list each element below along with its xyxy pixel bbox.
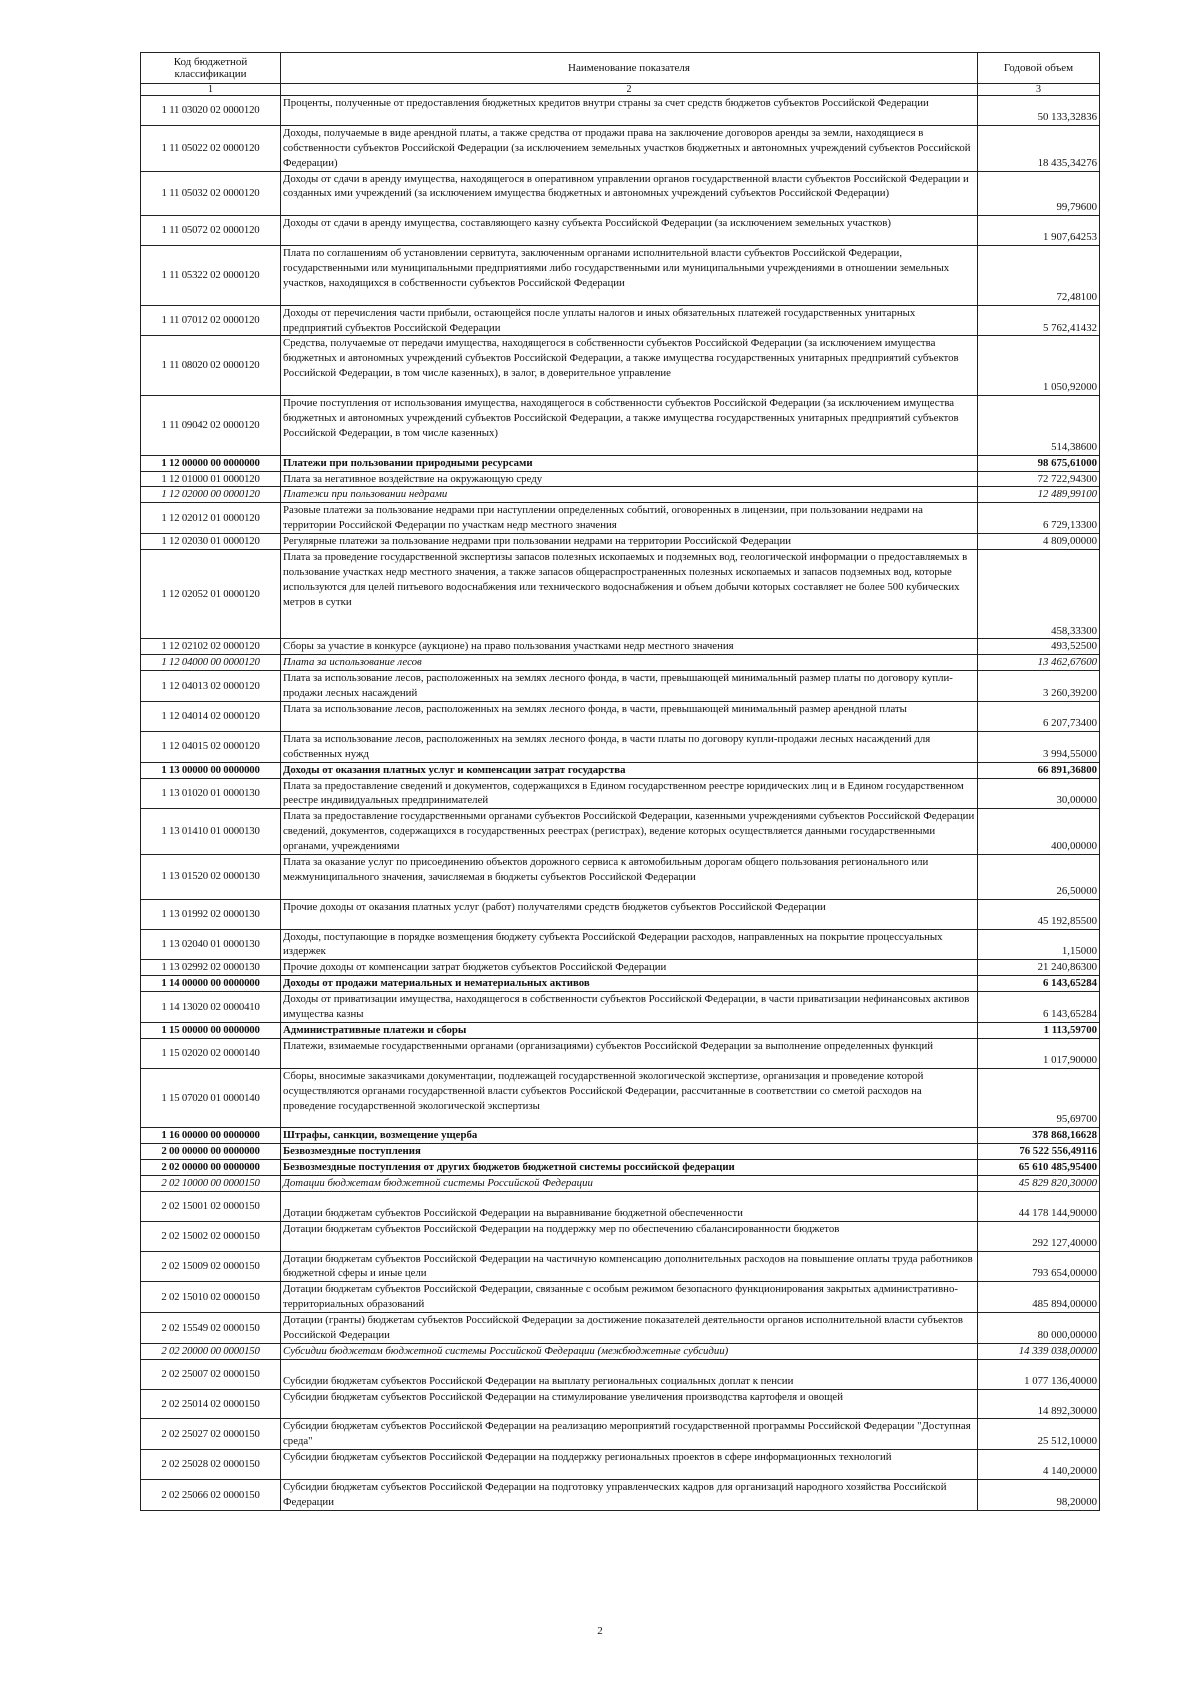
row-code: 2 02 25007 02 0000150 xyxy=(141,1359,281,1389)
row-amount: 378 868,16628 xyxy=(978,1128,1100,1144)
row-code: 2 02 25027 02 0000150 xyxy=(141,1419,281,1450)
row-amount: 98,20000 xyxy=(978,1480,1100,1511)
row-name: Доходы, получаемые в виде арендной платы, а также средства от продажи права на заключение договоров аренды за земли, находящиеся в собственности субъектов Российской Федерации (за исключением земельных участков бюджетных и автономных учреждений субъектов Российской Федерации) xyxy=(281,125,978,171)
row-amount: 66 891,36800 xyxy=(978,762,1100,778)
row-name: Плата за негативное воздействие на окружающую среду xyxy=(281,471,978,487)
row-amount: 76 522 556,49116 xyxy=(978,1144,1100,1160)
row-name: Административные платежи и сборы xyxy=(281,1023,978,1039)
row-name: Субсидии бюджетам субъектов Российской Федерации на поддержку региональных проектов в сфере информационных технологий xyxy=(281,1450,978,1480)
row-name: Дотации бюджетам субъектов Российской Федерации на частичную компенсацию дополнительных расходов на повышение оплаты труда работников бюджетной сферы и иные цели xyxy=(281,1251,978,1282)
table-row xyxy=(141,1389,1100,1419)
row-amount: 1 077 136,40000 xyxy=(978,1359,1100,1389)
row-name: Плата за использование лесов, расположенных на землях лесного фонда, в части, превышающей минимальный размер платы по договору купли-продажи лесных насаждений xyxy=(281,671,978,702)
row-amount: 793 654,00000 xyxy=(978,1251,1100,1282)
row-amount: 5 762,41432 xyxy=(978,305,1100,336)
row-name: Проценты, полученные от предоставления бюджетных кредитов внутри страны за счет средств бюджетов субъектов Российской Федерации xyxy=(281,96,978,126)
row-code: 1 11 03020 02 0000120 xyxy=(141,96,281,126)
row-name: Платежи при пользовании природными ресурсами xyxy=(281,455,978,471)
row-code: 1 13 01410 01 0000130 xyxy=(141,809,281,855)
row-amount: 30,00000 xyxy=(978,778,1100,809)
row-code: 1 11 08020 02 0000120 xyxy=(141,336,281,396)
table-row xyxy=(141,778,1100,809)
row-name: Плата за использование лесов, расположенных на землях лесного фонда, в части, превышающей минимальный размер арендной платы xyxy=(281,702,978,732)
row-code: 2 02 15009 02 0000150 xyxy=(141,1251,281,1282)
row-name: Дотации бюджетам субъектов Российской Федерации, связанные с особым режимом безопасного функционирования закрытых административно-территориальных образований xyxy=(281,1282,978,1313)
header-num-3: 3 xyxy=(978,84,1100,96)
table-row xyxy=(141,855,1100,900)
row-amount: 6 143,65284 xyxy=(978,976,1100,992)
row-code: 1 13 02040 01 0000130 xyxy=(141,929,281,960)
row-code: 1 12 01000 01 0000120 xyxy=(141,471,281,487)
row-name: Дотации (гранты) бюджетам субъектов Российской Федерации за достижение показателей деятельности органов исполнительной власти субъектов Российской Федерации xyxy=(281,1313,978,1344)
row-code: 1 15 07020 01 0000140 xyxy=(141,1068,281,1128)
table-row xyxy=(141,550,1100,639)
row-amount: 72 722,94300 xyxy=(978,471,1100,487)
table-row xyxy=(141,1176,1100,1192)
row-code: 1 12 00000 00 0000000 xyxy=(141,455,281,471)
row-name: Разовые платежи за пользование недрами при наступлении определенных событий, оговоренных в лицензии, при пользовании недрами на территории Российской Федерации по участкам недр местного значения xyxy=(281,503,978,534)
row-name: Доходы от приватизации имущества, находящегося в собственности субъектов Российской Федерации, в части приватизации нефинансовых активов имущества казны xyxy=(281,992,978,1023)
row-amount: 4 809,00000 xyxy=(978,534,1100,550)
row-amount: 493,52500 xyxy=(978,639,1100,655)
row-amount: 400,00000 xyxy=(978,809,1100,855)
row-amount: 6 207,73400 xyxy=(978,702,1100,732)
row-amount: 485 894,00000 xyxy=(978,1282,1100,1313)
row-name: Плата за использование лесов, расположенных на землях лесного фонда, в части платы по договору купли-продажи лесных насаждений для собственных нужд xyxy=(281,731,978,762)
table-row xyxy=(141,976,1100,992)
table-row xyxy=(141,1343,1100,1359)
row-code: 1 12 02012 01 0000120 xyxy=(141,503,281,534)
row-name: Доходы, поступающие в порядке возмещения бюджету субъекта Российской Федерации расходов, направленных на покрытие процессуальных издержек xyxy=(281,929,978,960)
row-name: Доходы от сдачи в аренду имущества, находящегося в оперативном управлении органов государственной власти субъектов Российской Федерации и созданных ими учреждений (за исключением имущества бюджетных и автономных учреждений субъектов Российской Федерации) xyxy=(281,171,978,216)
row-amount: 4 140,20000 xyxy=(978,1450,1100,1480)
row-name: Регулярные платежи за пользование недрами при пользовании недрами на территории Российской Федерации xyxy=(281,534,978,550)
row-code: 1 13 01992 02 0000130 xyxy=(141,899,281,929)
budget-table-page xyxy=(140,52,1099,1511)
table-row xyxy=(141,809,1100,855)
table-row xyxy=(141,171,1100,216)
page-number: 2 xyxy=(597,1625,603,1637)
row-amount: 72,48100 xyxy=(978,246,1100,306)
row-code: 2 02 00000 00 0000000 xyxy=(141,1160,281,1176)
row-code: 1 12 04013 02 0000120 xyxy=(141,671,281,702)
row-amount: 1 907,64253 xyxy=(978,216,1100,246)
row-code: 1 11 05022 02 0000120 xyxy=(141,125,281,171)
table-row xyxy=(141,1144,1100,1160)
row-amount: 1,15000 xyxy=(978,929,1100,960)
row-name: Плата за проведение государственной экспертизы запасов полезных ископаемых и подземных вод, геологической информации о предоставляемых в пользование участках недр местного значения, а также запасов общераспространенных полезных ископаемых и запасов подземных вод, которые используются для целей питьевого водоснабжения или технического водоснабжения и объем добычи которых составляет не более 500 кубических метров в сутки xyxy=(281,550,978,639)
row-code: 2 02 15010 02 0000150 xyxy=(141,1282,281,1313)
row-amount: 98 675,61000 xyxy=(978,455,1100,471)
row-name: Субсидии бюджетам субъектов Российской Федерации на стимулирование увеличения производства картофеля и овощей xyxy=(281,1389,978,1419)
row-name: Плата за предоставление сведений и документов, содержащихся в Едином государственном реестре юридических лиц и в Едином государственном реестре индивидуальных предпринимателей xyxy=(281,778,978,809)
header-num-2: 2 xyxy=(281,84,978,96)
row-code: 1 16 00000 00 0000000 xyxy=(141,1128,281,1144)
row-amount: 18 435,34276 xyxy=(978,125,1100,171)
table-row xyxy=(141,1251,1100,1282)
table-row xyxy=(141,1128,1100,1144)
row-name: Доходы от сдачи в аренду имущества, составляющего казну субъекта Российской Федерации (за исключением земельных участков) xyxy=(281,216,978,246)
row-amount: 6 729,13300 xyxy=(978,503,1100,534)
row-amount: 21 240,86300 xyxy=(978,960,1100,976)
table-row xyxy=(141,702,1100,732)
row-code: 1 14 13020 02 0000410 xyxy=(141,992,281,1023)
row-code: 2 02 25066 02 0000150 xyxy=(141,1480,281,1511)
row-amount: 65 610 485,95400 xyxy=(978,1160,1100,1176)
table-row xyxy=(141,762,1100,778)
row-code: 1 13 01020 01 0000130 xyxy=(141,778,281,809)
row-amount: 50 133,32836 xyxy=(978,96,1100,126)
row-code: 2 02 20000 00 0000150 xyxy=(141,1343,281,1359)
table-row xyxy=(141,1038,1100,1068)
row-code: 1 15 02020 02 0000140 xyxy=(141,1038,281,1068)
row-name: Плата за оказание услуг по присоединению объектов дорожного сервиса к автомобильным дорогам общего пользования регионального или межмуниципального значения, зачисляемая в бюджеты субъектов Российской Федерации xyxy=(281,855,978,900)
row-name: Доходы от оказания платных услуг и компенсации затрат государства xyxy=(281,762,978,778)
row-code: 1 11 05322 02 0000120 xyxy=(141,246,281,306)
table-row xyxy=(141,487,1100,503)
row-amount: 13 462,67600 xyxy=(978,655,1100,671)
row-name: Сборы за участие в конкурсе (аукционе) на право пользования участками недр местного значения xyxy=(281,639,978,655)
row-name: Субсидии бюджетам субъектов Российской Федерации на выплату региональных социальных доплат к пенсии xyxy=(281,1359,978,1389)
table-row xyxy=(141,1450,1100,1480)
row-code: 1 12 04014 02 0000120 xyxy=(141,702,281,732)
row-name: Средства, получаемые от передачи имущества, находящегося в собственности субъектов Российской Федерации (за исключением имущества бюджетных и автономных учреждений субъектов Российской Федерации, а также имущества государственных унитарных предприятий субъектов Российской Федерации, в том числе казенных), в залог, в доверительное управление xyxy=(281,336,978,396)
row-name: Штрафы, санкции, возмещение ущерба xyxy=(281,1128,978,1144)
row-name: Платежи при пользовании недрами xyxy=(281,487,978,503)
table-row xyxy=(141,396,1100,456)
row-name: Безвозмездные поступления от других бюджетов бюджетной системы российской федерации xyxy=(281,1160,978,1176)
table-row xyxy=(141,1359,1100,1389)
table-row xyxy=(141,671,1100,702)
row-amount: 14 892,30000 xyxy=(978,1389,1100,1419)
row-name: Сборы, вносимые заказчиками документации, подлежащей государственной экологической экспертизе, организация и проведение которой осуществляются органами государственной власти субъектов Российской Федерации, рассчитанные в соответствии со сметой расходов на проведение государственной экологической экспертизы xyxy=(281,1068,978,1128)
row-amount: 44 178 144,90000 xyxy=(978,1191,1100,1221)
row-amount: 14 339 038,00000 xyxy=(978,1343,1100,1359)
table-row xyxy=(141,1313,1100,1344)
row-code: 1 13 02992 02 0000130 xyxy=(141,960,281,976)
table-row xyxy=(141,899,1100,929)
table-row xyxy=(141,1419,1100,1450)
table-row xyxy=(141,471,1100,487)
budget-table xyxy=(140,52,1100,1511)
row-code: 2 02 10000 00 0000150 xyxy=(141,1176,281,1192)
table-row xyxy=(141,455,1100,471)
table-header xyxy=(141,53,1100,96)
row-code: 1 12 02052 01 0000120 xyxy=(141,550,281,639)
row-amount: 514,38600 xyxy=(978,396,1100,456)
row-name: Безвозмездные поступления xyxy=(281,1144,978,1160)
row-code: 2 02 25028 02 0000150 xyxy=(141,1450,281,1480)
row-amount: 292 127,40000 xyxy=(978,1221,1100,1251)
row-code: 2 02 15002 02 0000150 xyxy=(141,1221,281,1251)
table-row xyxy=(141,929,1100,960)
row-code: 1 12 04000 00 0000120 xyxy=(141,655,281,671)
row-code: 2 02 15549 02 0000150 xyxy=(141,1313,281,1344)
table-row xyxy=(141,1068,1100,1128)
row-code: 1 12 02000 00 0000120 xyxy=(141,487,281,503)
table-row xyxy=(141,1282,1100,1313)
row-name: Платежи, взимаемые государственными органами (организациями) субъектов Российской Федерации за выполнение определенных функций xyxy=(281,1038,978,1068)
row-code: 1 12 02030 01 0000120 xyxy=(141,534,281,550)
row-amount: 1 113,59700 xyxy=(978,1023,1100,1039)
table-row xyxy=(141,1023,1100,1039)
table-row xyxy=(141,305,1100,336)
row-amount: 45 192,85500 xyxy=(978,899,1100,929)
row-code: 2 02 15001 02 0000150 xyxy=(141,1191,281,1221)
table-row xyxy=(141,125,1100,171)
row-code: 1 11 07012 02 0000120 xyxy=(141,305,281,336)
row-name: Дотации бюджетам субъектов Российской Федерации на поддержку мер по обеспечению сбалансированности бюджетов xyxy=(281,1221,978,1251)
row-name: Прочие поступления от использования имущества, находящегося в собственности субъектов Российской Федерации (за исключением имущества бюджетных и автономных учреждений субъектов Российской Федерации, а также имущества государственных унитарных предприятий субъектов Российской Федерации, в том числе казенных) xyxy=(281,396,978,456)
row-code: 1 12 04015 02 0000120 xyxy=(141,731,281,762)
row-amount: 3 260,39200 xyxy=(978,671,1100,702)
table-row xyxy=(141,96,1100,126)
row-name: Прочие доходы от компенсации затрат бюджетов субъектов Российской Федерации xyxy=(281,960,978,976)
table-row xyxy=(141,655,1100,671)
row-code: 1 14 00000 00 0000000 xyxy=(141,976,281,992)
row-amount: 99,79600 xyxy=(978,171,1100,216)
row-code: 2 02 25014 02 0000150 xyxy=(141,1389,281,1419)
row-amount: 6 143,65284 xyxy=(978,992,1100,1023)
row-code: 1 11 05072 02 0000120 xyxy=(141,216,281,246)
row-amount: 26,50000 xyxy=(978,855,1100,900)
table-row xyxy=(141,336,1100,396)
table-row xyxy=(141,534,1100,550)
table-row xyxy=(141,503,1100,534)
row-amount: 25 512,10000 xyxy=(978,1419,1100,1450)
table-row xyxy=(141,992,1100,1023)
row-amount: 458,33300 xyxy=(978,550,1100,639)
row-amount: 45 829 820,30000 xyxy=(978,1176,1100,1192)
row-code: 1 12 02102 02 0000120 xyxy=(141,639,281,655)
table-row xyxy=(141,639,1100,655)
table-row xyxy=(141,731,1100,762)
row-amount: 95,69700 xyxy=(978,1068,1100,1128)
row-name: Плата за использование лесов xyxy=(281,655,978,671)
header-code: Код бюджетной классификации xyxy=(141,53,281,84)
row-code: 1 13 00000 00 0000000 xyxy=(141,762,281,778)
row-amount: 3 994,55000 xyxy=(978,731,1100,762)
table-row xyxy=(141,246,1100,306)
table-body xyxy=(141,96,1100,1511)
table-row xyxy=(141,1480,1100,1511)
table-row xyxy=(141,1191,1100,1221)
header-amount: Годовой объем xyxy=(978,53,1100,84)
row-name: Субсидии бюджетам бюджетной системы Российской Федерации (межбюджетные субсидии) xyxy=(281,1343,978,1359)
row-name: Доходы от продажи материальных и нематериальных активов xyxy=(281,976,978,992)
row-amount: 80 000,00000 xyxy=(978,1313,1100,1344)
table-row xyxy=(141,960,1100,976)
row-amount: 12 489,99100 xyxy=(978,487,1100,503)
row-name: Доходы от перечисления части прибыли, остающейся после уплаты налогов и иных обязательных платежей государственных унитарных предприятий субъектов Российской Федерации xyxy=(281,305,978,336)
row-name: Субсидии бюджетам субъектов Российской Федерации на подготовку управленческих кадров для организаций народного хозяйства Российской Федерации xyxy=(281,1480,978,1511)
row-name: Плата по соглашениям об установлении сервитута, заключенным органами исполнительной власти субъектов Российской Федерации, государственными или муниципальными предприятиями либо государственными или муниципальными учреждениями в отношении земельных участков, находящихся в собственности субъектов Российской Федерации xyxy=(281,246,978,306)
row-name: Субсидии бюджетам субъектов Российской Федерации на реализацию мероприятий государственной программы Российской Федерации "Доступная среда" xyxy=(281,1419,978,1450)
table-row xyxy=(141,1160,1100,1176)
table-row xyxy=(141,216,1100,246)
row-name: Плата за предоставление государственными органами субъектов Российской Федерации, казенными учреждениями субъектов Российской Федерации сведений, документов, содержащихся в государственных реестрах (регистрах), ведение которых осуществляется данными государственными органами, учреждениями xyxy=(281,809,978,855)
header-name: Наименование показателя xyxy=(281,53,978,84)
row-amount: 1 017,90000 xyxy=(978,1038,1100,1068)
header-num-1: 1 xyxy=(141,84,281,96)
row-code: 1 11 05032 02 0000120 xyxy=(141,171,281,216)
row-code: 1 13 01520 02 0000130 xyxy=(141,855,281,900)
table-row xyxy=(141,1221,1100,1251)
row-code: 1 11 09042 02 0000120 xyxy=(141,396,281,456)
row-name: Дотации бюджетам субъектов Российской Федерации на выравнивание бюджетной обеспеченности xyxy=(281,1191,978,1221)
row-code: 2 00 00000 00 0000000 xyxy=(141,1144,281,1160)
row-amount: 1 050,92000 xyxy=(978,336,1100,396)
row-name: Прочие доходы от оказания платных услуг (работ) получателями средств бюджетов субъектов Российской Федерации xyxy=(281,899,978,929)
row-code: 1 15 00000 00 0000000 xyxy=(141,1023,281,1039)
row-name: Дотации бюджетам бюджетной системы Российской Федерации xyxy=(281,1176,978,1192)
